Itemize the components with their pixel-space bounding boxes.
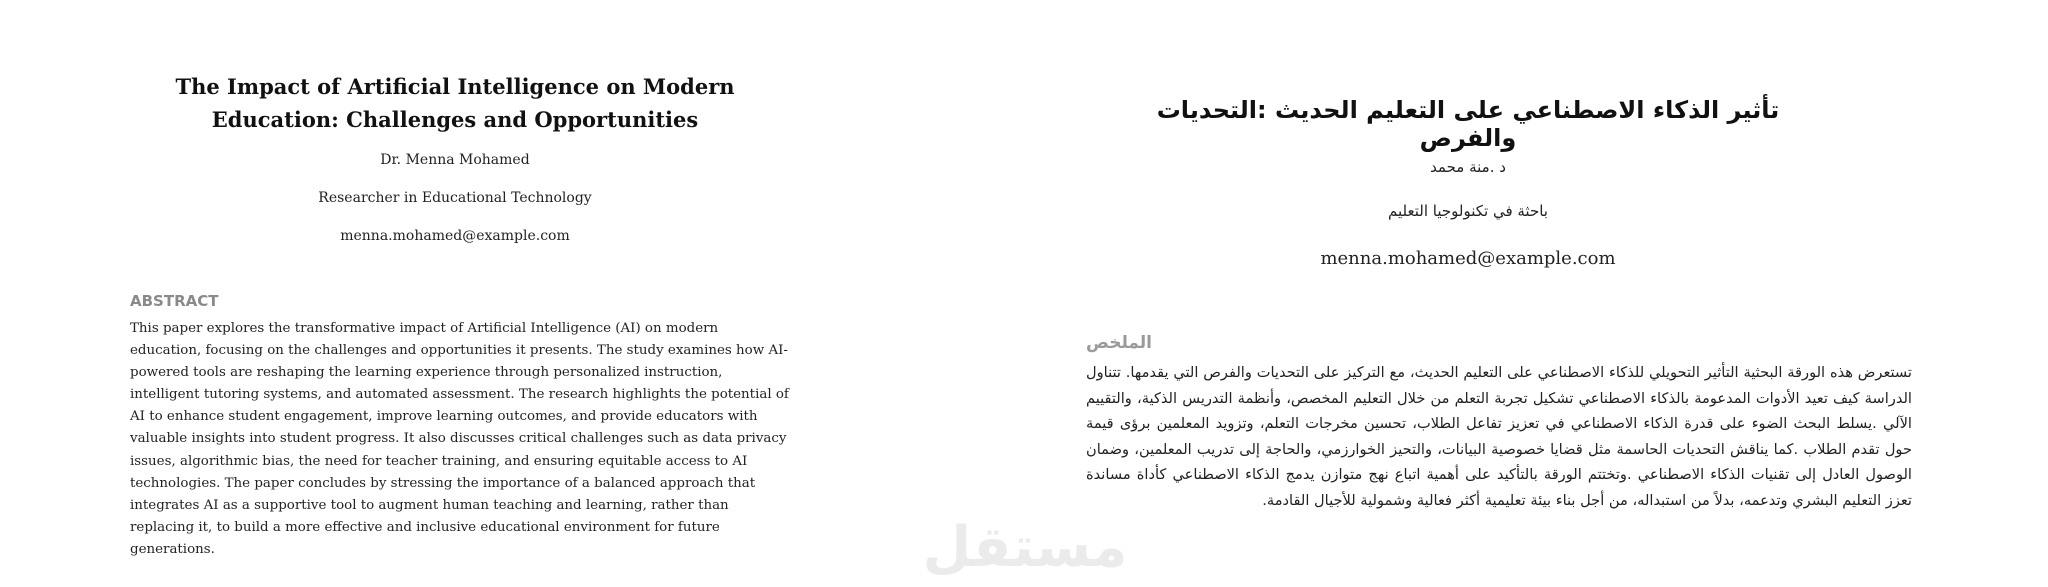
english-affiliation: Researcher in Educational Technology bbox=[318, 190, 592, 206]
arabic-author: د .منة محمد bbox=[1430, 158, 1506, 176]
arabic-abstract-body: تستعرض هذه الورقة البحثية التأثير التحويلي للذكاء الاصطناعي على التعليم الحديث، مع التركيز على التحديات والفرص التي يقدمها. تتناول الدراسة كيف تعيد الأدوات المدعومة بالذكاء الاصطناعي تشكيل تجربة التعلم من خلال التعليم المخصص، وأنظمة التدريس الذكية، والتقييم الآلي .يسلط البحث الضوء على قدرة الذكاء الاصطناعي في تعزيز تفاعل الطلاب، تحسين مخرجات التعلم، وتزويد المعلمين برؤى قيمة حول تقدم الطلاب .كما يناقش التحديات الحاسمة مثل قضايا خصوصية البيانات، والتحيز الخوارزمي، والحاجة إلى تدريب المعلمين، وضمان الوصول العادل إلى تقنيات الذكاء الاصطناعي .وتختتم الورقة بالتأكيد على أهمية اتباع نهج متوازن يدمج الذكاء الاصطناعي كأداة مساندة تعزز التعليم البشري وتدعمه، بدلاً من استبداله، من أجل بناء بيئة تعليمية أكثر فعالية وشمولية للأجيال القادمة. bbox=[1086, 364, 1912, 509]
english-page bbox=[0, 0, 900, 587]
english-author: Dr. Menna Mohamed bbox=[380, 152, 530, 168]
arabic-email: menna.mohamed@example.com bbox=[1320, 248, 1616, 269]
english-abstract-heading: ABSTRACT bbox=[130, 292, 219, 310]
english-title: The Impact of Artificial Intelligence on Modern Education: Challenges and Opportunities bbox=[175, 74, 735, 132]
english-abstract-body: This paper explores the transformative impact of Artificial Intelligence (AI) on modern education, focusing on the challenges and opportunities it presents. The study examines how AI-powered tools are reshaping the learning experience through personalized instruction, intelligent tutoring systems, and automated assessment. The research highlights the potential of AI to enhance student engagement, improve learning outcomes, and provide educators with valuable insights into student progress. It also discusses critical challenges such as data privacy issues, algorithmic bias, the need for teacher training, and ensuring equitable access to AI technologies. The paper concludes by stressing the importance of a balanced approach that integrates AI as a supportive tool to augment human teaching and learning, rather than replacing it, to build a more effective and inclusive educational environment for future generations. bbox=[130, 321, 789, 557]
arabic-page bbox=[1030, 0, 2048, 587]
arabic-abstract-heading: الملخص bbox=[1086, 333, 1152, 353]
watermark-logo: مستقل bbox=[922, 515, 1128, 580]
arabic-affiliation: باحثة في تكنولوجيا التعليم bbox=[1388, 202, 1548, 220]
arabic-title: تأثير الذكاء الاصطناعي على التعليم الحديث :التحديات والفرص bbox=[1156, 96, 1780, 152]
english-email: menna.mohamed@example.com bbox=[340, 228, 570, 244]
